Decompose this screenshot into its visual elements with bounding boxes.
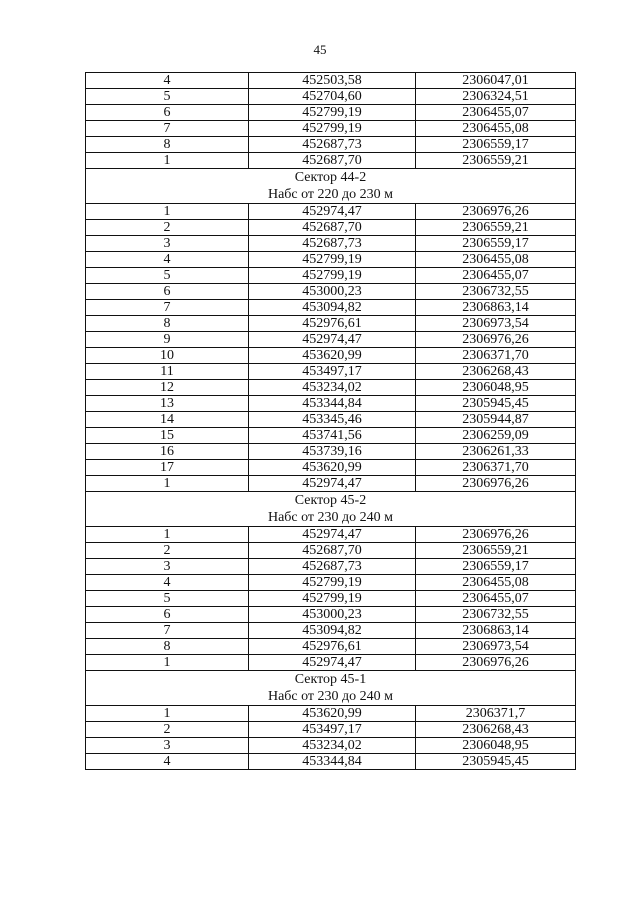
table-row [86,543,576,559]
table-row [86,655,576,671]
coord-y: 2306976,26 [416,655,576,671]
coord-x: 453000,23 [249,607,416,623]
point-number: 4 [86,252,249,268]
point-number: 7 [86,121,249,137]
table-row [86,738,576,754]
coord-x: 452974,47 [249,332,416,348]
point-number: 17 [86,460,249,476]
sector-title-row [86,671,576,689]
coord-x: 453344,84 [249,754,416,770]
coord-x: 453234,02 [249,738,416,754]
point-number: 16 [86,444,249,460]
table-row [86,444,576,460]
point-number: 5 [86,89,249,105]
coord-y: 2306261,33 [416,444,576,460]
coord-x: 452799,19 [249,252,416,268]
table-row [86,412,576,428]
coord-y: 2306732,55 [416,284,576,300]
coord-x: 452687,70 [249,543,416,559]
table-row [86,236,576,252]
coord-y: 2306455,07 [416,591,576,607]
coord-x: 453497,17 [249,722,416,738]
point-number: 3 [86,738,249,754]
point-number: 9 [86,332,249,348]
point-number: 4 [86,575,249,591]
coord-x: 452799,19 [249,591,416,607]
table-row [86,607,576,623]
coord-y: 2306455,07 [416,268,576,284]
table-row [86,754,576,770]
coord-y: 2306559,17 [416,559,576,575]
sector-title: Сектор 44-2 [86,169,576,187]
coord-x: 452503,58 [249,73,416,89]
coord-y: 2306324,51 [416,89,576,105]
point-number: 1 [86,655,249,671]
table-row [86,105,576,121]
coord-x: 452687,73 [249,559,416,575]
coord-y: 2306559,21 [416,543,576,559]
sector-title: Сектор 45-1 [86,671,576,689]
coord-y: 2306559,21 [416,153,576,169]
table-row [86,706,576,722]
coord-y: 2306976,26 [416,204,576,220]
coord-x: 453344,84 [249,396,416,412]
coord-x: 453234,02 [249,380,416,396]
coord-y: 2306455,07 [416,105,576,121]
coord-y: 2306371,70 [416,348,576,364]
coord-x: 453497,17 [249,364,416,380]
point-number: 11 [86,364,249,380]
point-number: 2 [86,722,249,738]
table-row [86,348,576,364]
table-row [86,623,576,639]
table-row [86,268,576,284]
point-number: 7 [86,623,249,639]
point-number: 7 [86,300,249,316]
point-number: 2 [86,220,249,236]
point-number: 12 [86,380,249,396]
sector-altitude-row [86,509,576,527]
coord-y: 2306048,95 [416,380,576,396]
point-number: 5 [86,591,249,607]
coord-y: 2306371,7 [416,706,576,722]
point-number: 13 [86,396,249,412]
point-number: 3 [86,236,249,252]
coord-x: 453620,99 [249,706,416,722]
coord-x: 453094,82 [249,623,416,639]
table-row [86,460,576,476]
table-row [86,252,576,268]
table-row [86,722,576,738]
point-number: 8 [86,137,249,153]
coord-x: 452974,47 [249,655,416,671]
coord-y: 2306455,08 [416,252,576,268]
coord-y: 2306268,43 [416,722,576,738]
sector-altitude: Набс от 220 до 230 м [86,186,576,204]
coord-x: 453000,23 [249,284,416,300]
table-row [86,559,576,575]
coord-y: 2306559,21 [416,220,576,236]
point-number: 1 [86,706,249,722]
table-row [86,153,576,169]
point-number: 6 [86,607,249,623]
table-row [86,204,576,220]
point-number: 6 [86,284,249,300]
table-row [86,364,576,380]
point-number: 10 [86,348,249,364]
table-row [86,89,576,105]
table-row [86,220,576,236]
coord-y: 2306048,95 [416,738,576,754]
coord-y: 2306371,70 [416,460,576,476]
sector-altitude-row [86,688,576,706]
coord-x: 453739,16 [249,444,416,460]
coord-x: 453741,56 [249,428,416,444]
coord-x: 452799,19 [249,268,416,284]
coord-y: 2305945,45 [416,396,576,412]
page-number: 45 [313,42,327,57]
table-row [86,300,576,316]
coord-x: 453345,46 [249,412,416,428]
table-row [86,396,576,412]
point-number: 1 [86,153,249,169]
coord-y: 2306976,26 [416,476,576,492]
coord-x: 452704,60 [249,89,416,105]
coord-x: 452799,19 [249,105,416,121]
coord-y: 2305945,45 [416,754,576,770]
coord-x: 453620,99 [249,348,416,364]
table-row [86,591,576,607]
point-number: 5 [86,268,249,284]
coordinates-table [85,72,576,770]
coord-y: 2305944,87 [416,412,576,428]
point-number: 3 [86,559,249,575]
point-number: 14 [86,412,249,428]
coord-y: 2306455,08 [416,121,576,137]
table-row [86,332,576,348]
coord-y: 2306047,01 [416,73,576,89]
coord-y: 2306559,17 [416,236,576,252]
point-number: 1 [86,527,249,543]
coord-y: 2306863,14 [416,623,576,639]
coordinates-table-body [86,73,576,770]
coord-x: 453620,99 [249,460,416,476]
point-number: 8 [86,316,249,332]
point-number: 4 [86,73,249,89]
sector-altitude: Набс от 230 до 240 м [86,509,576,527]
table-row [86,527,576,543]
table-row [86,428,576,444]
point-number: 15 [86,428,249,444]
coord-y: 2306973,54 [416,639,576,655]
coord-x: 452976,61 [249,639,416,655]
table-row [86,284,576,300]
table-row [86,73,576,89]
sector-title-row [86,492,576,510]
point-number: 1 [86,476,249,492]
coord-x: 452976,61 [249,316,416,332]
coord-x: 452799,19 [249,575,416,591]
coord-x: 452974,47 [249,527,416,543]
sector-title: Сектор 45-2 [86,492,576,510]
coord-x: 452687,70 [249,220,416,236]
point-number: 4 [86,754,249,770]
coord-y: 2306976,26 [416,527,576,543]
coord-y: 2306732,55 [416,607,576,623]
table-row [86,476,576,492]
table-row [86,575,576,591]
point-number: 8 [86,639,249,655]
point-number: 1 [86,204,249,220]
table-row [86,137,576,153]
coord-y: 2306455,08 [416,575,576,591]
sector-title-row [86,169,576,187]
coord-y: 2306559,17 [416,137,576,153]
coord-y: 2306259,09 [416,428,576,444]
coord-y: 2306863,14 [416,300,576,316]
coord-y: 2306976,26 [416,332,576,348]
table-row [86,639,576,655]
table-row [86,316,576,332]
table-row [86,380,576,396]
table-row [86,121,576,137]
point-number: 6 [86,105,249,121]
coord-y: 2306973,54 [416,316,576,332]
coord-x: 452799,19 [249,121,416,137]
coord-x: 452687,73 [249,236,416,252]
point-number: 2 [86,543,249,559]
coord-x: 452687,73 [249,137,416,153]
coord-x: 452974,47 [249,204,416,220]
sector-altitude: Набс от 230 до 240 м [86,688,576,706]
coord-x: 452687,70 [249,153,416,169]
coord-x: 453094,82 [249,300,416,316]
coord-y: 2306268,43 [416,364,576,380]
sector-altitude-row [86,186,576,204]
coord-x: 452974,47 [249,476,416,492]
